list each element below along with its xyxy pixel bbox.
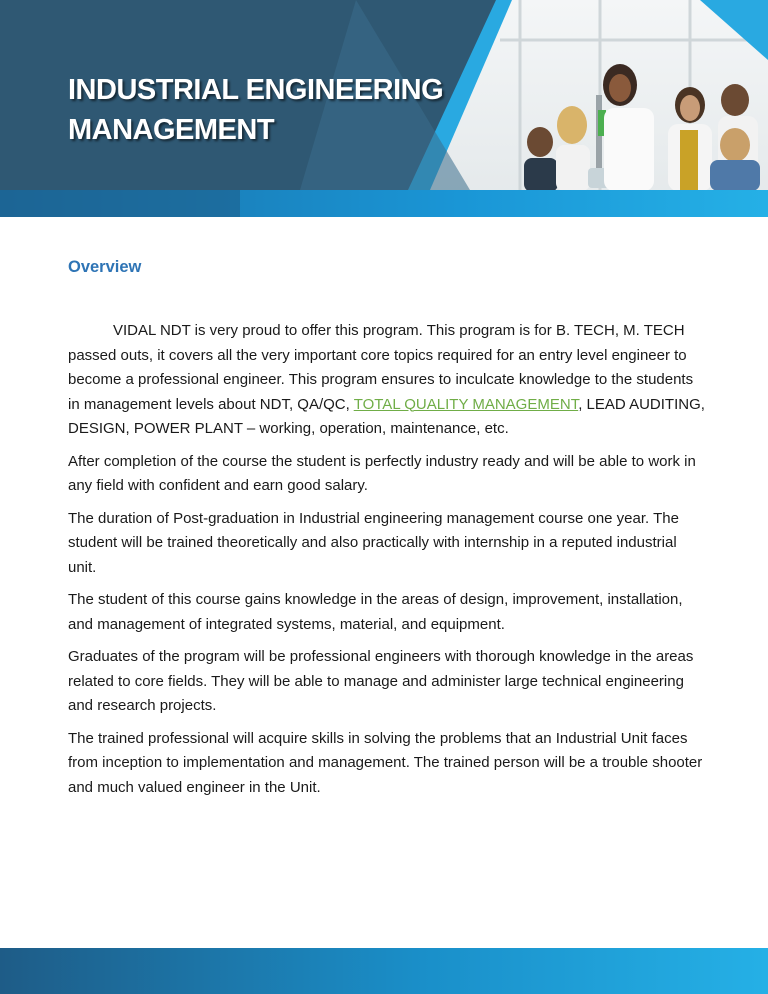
page-title <box>68 70 443 150</box>
paragraph-duration: The duration of Post-graduation in Industrial engineering management course one year. The student will be trained theoretically and also practically with internship in a reputed industrial unit. <box>68 509 679 576</box>
main-content <box>68 255 708 808</box>
paragraph-knowledge: The student of this course gains knowledge in the areas of design, improvement, installation, and management of integrated systems, material, and equipment. <box>68 591 683 633</box>
paragraph-graduates: Graduates of the program will be professional engineers with thorough knowledge in the areas related to core fields. They will be able to manage and administer large technical engineering and research projects. <box>68 648 694 714</box>
paragraph-completion: After completion of the course the student is perfectly industry ready and will be able to work in any field with confident and earn good salary. <box>68 452 696 494</box>
page-title-line1: INDUSTRIAL ENGINEERING <box>68 74 444 106</box>
total-quality-management-link[interactable]: TOTAL QUALITY MANAGEMENT <box>353 395 579 413</box>
page-title-line2: MANAGEMENT <box>68 114 275 146</box>
paragraph-intro-text: VIDAL NDT is very proud to offer this program. This program is for B. TECH, M. TECH passed outs, it covers all the very important core topics required for an entry level engineer to become a professional engineer. This program ensures to inculcate knowledge to the students in management levels about NDT, QA/QC, <box>68 322 694 413</box>
footer-stripe <box>0 948 768 994</box>
section-heading-overview: Overview <box>68 258 142 276</box>
paragraph-trained-professional: The trained professional will acquire skills in solving the problems that an Industrial Unit faces from inception to implementation and management. The trained person will be a trouble shooter and much valued engineer in the Unit. <box>68 729 703 796</box>
paragraph-intro <box>68 319 708 442</box>
header-banner <box>0 0 768 217</box>
paragraph-intro-text-end: , LEAD AUDITING, DESIGN, POWER PLANT – working, operation, maintenance, etc. <box>68 395 705 437</box>
